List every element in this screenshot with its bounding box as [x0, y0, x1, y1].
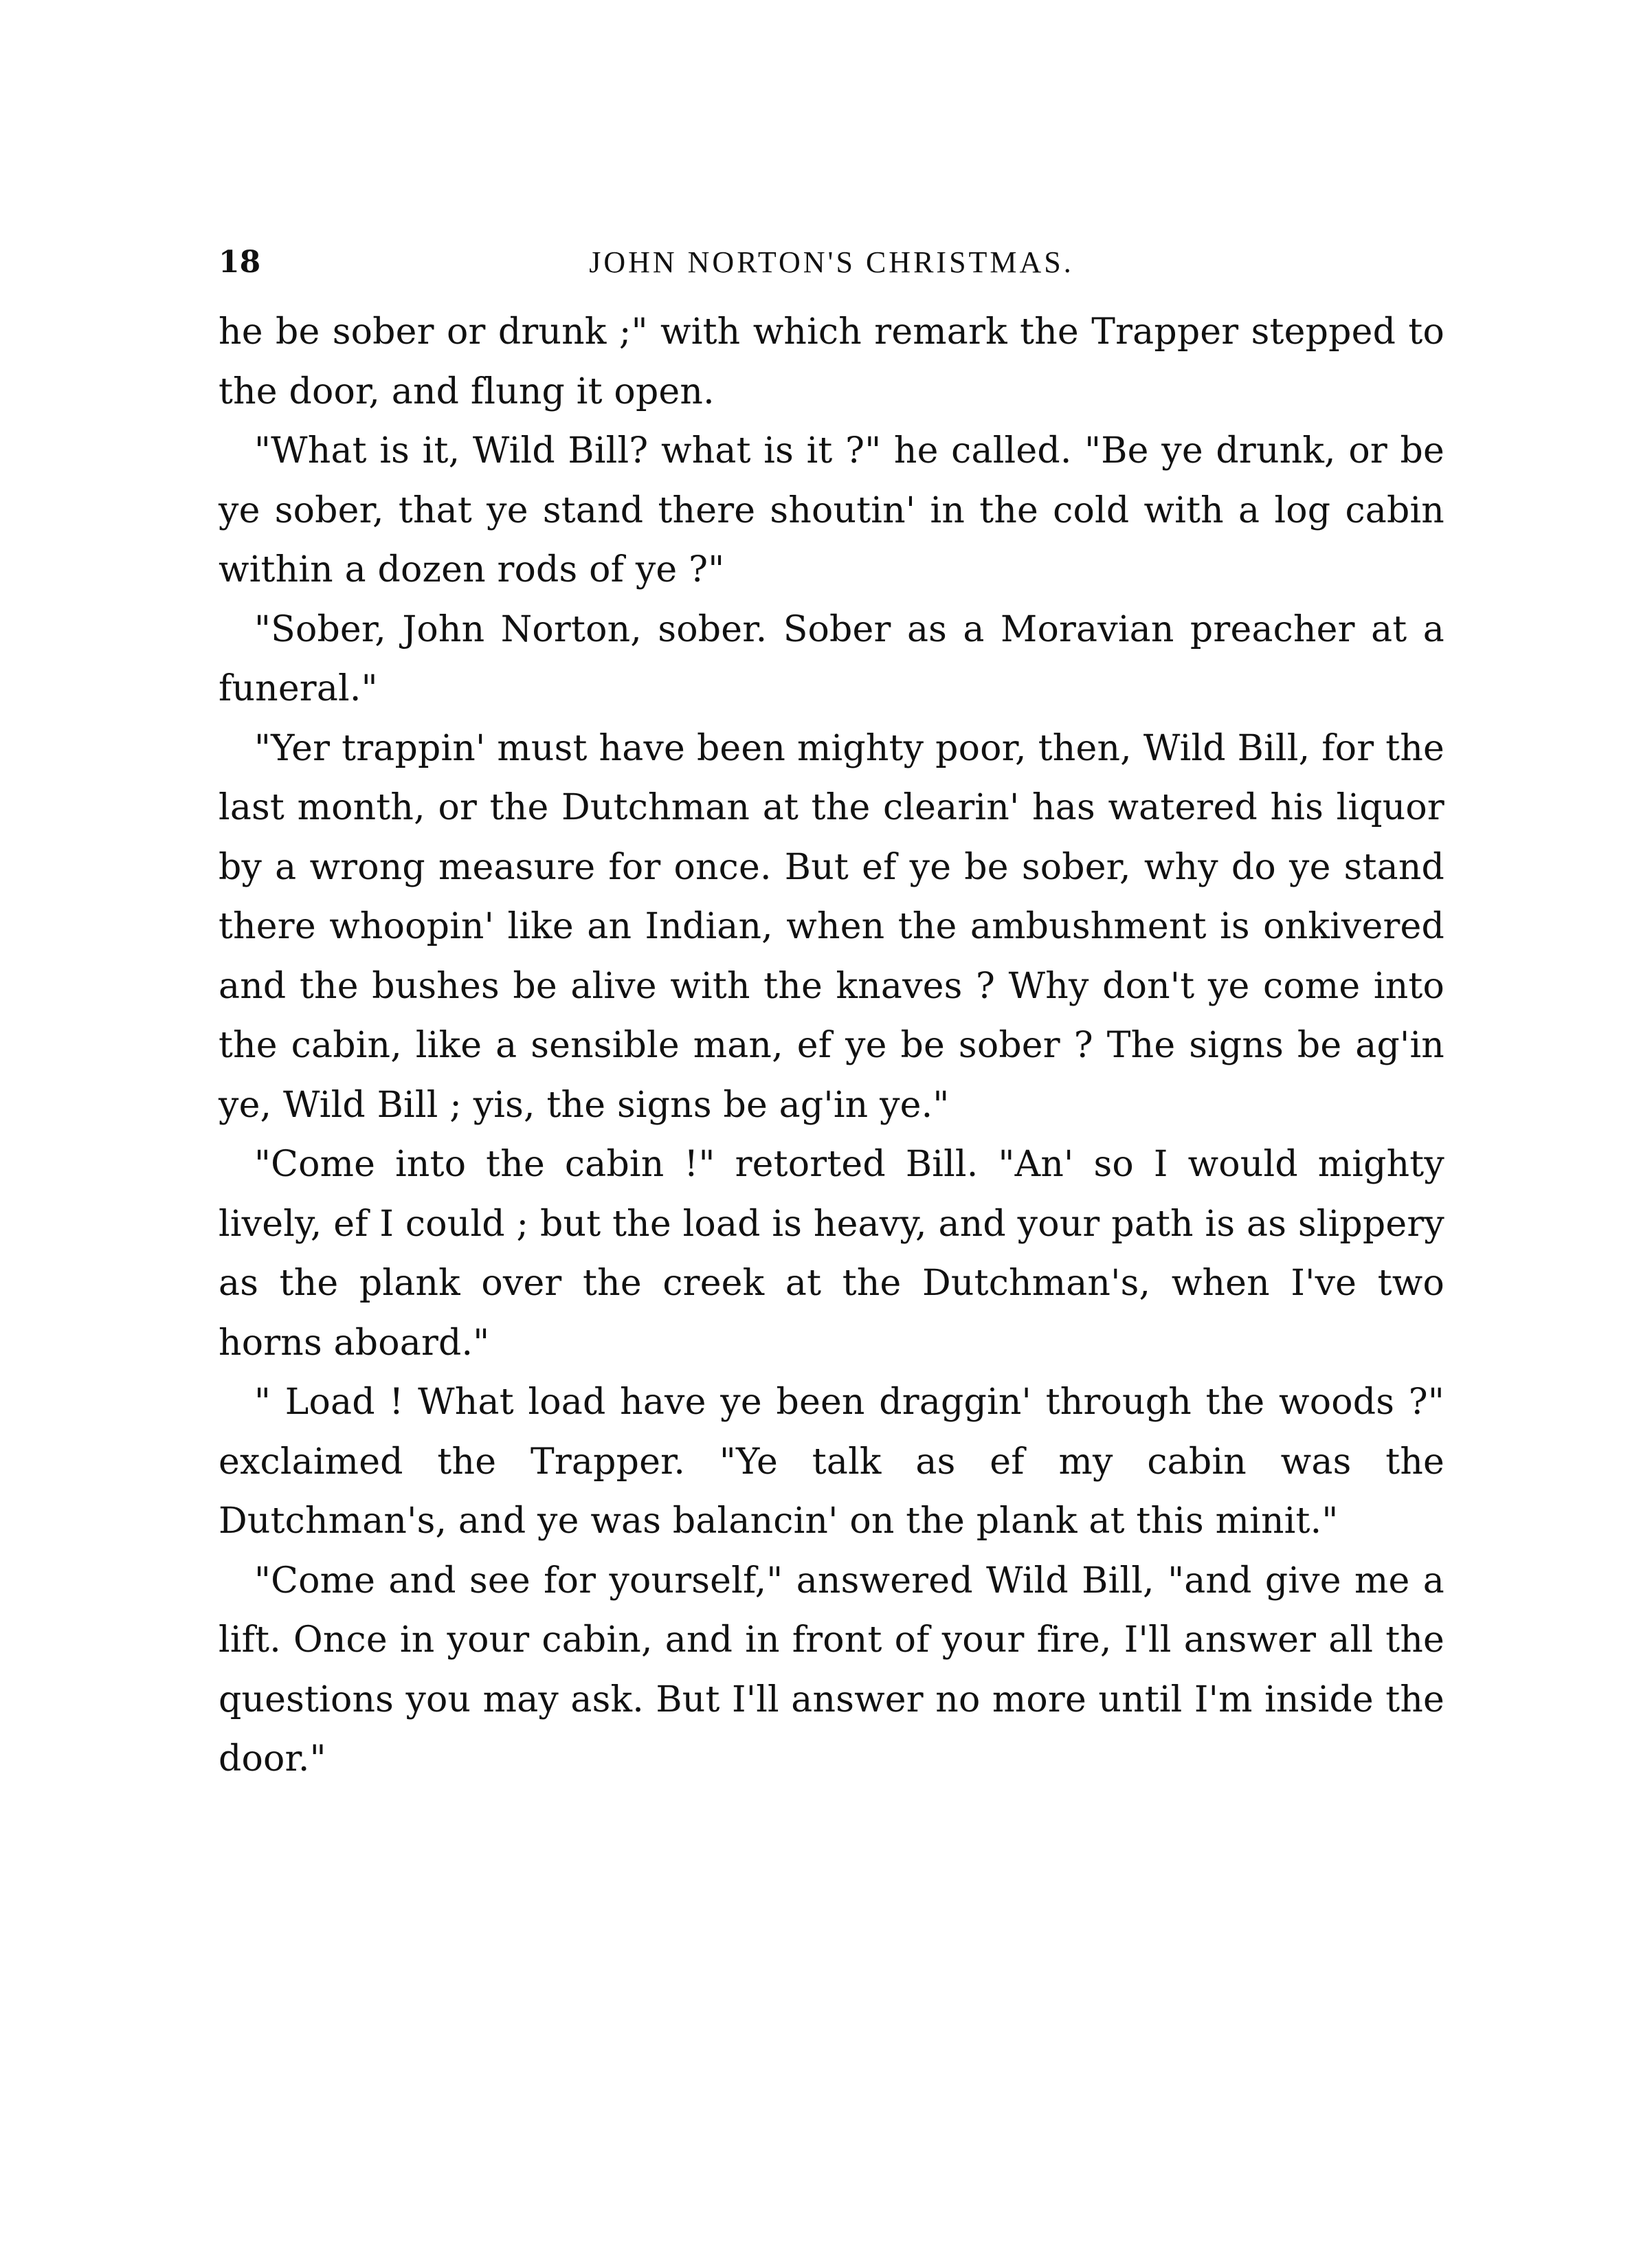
- running-title: JOHN NORTON'S CHRISTMAS.: [589, 245, 1074, 279]
- paragraph-continuation: he be sober or drunk ;" with which remark the Trapper stepped to the door, and flung it open.: [219, 311, 1444, 412]
- page-number: 18: [219, 245, 261, 280]
- body-text: [219, 302, 1444, 1789]
- paragraph: "Yer trappin' must have been mighty poor, then, Wild Bill, for the last month, or the Dutchman at the clearin' has watered his liquor by a wrong measure for once. But ef ye be sober, why do ye stand there whoopin' like an Indian, when the ambushment is onkivered and the bushes be alive with the knaves ? Why don't ye come into the cabin, like a sensible man, ef ye be sober ? The signs be ag'in ye, Wild Bill ; yis, the signs be ag'in ye.": [219, 727, 1444, 1126]
- paragraph: "Come into the cabin !" retorted Bill. "An' so I would mighty lively, ef I could ; but the load is heavy, and your path is as slippery as the plank over the creek at the Dutchman's, when I've two horns aboard.": [219, 1144, 1444, 1364]
- paragraph: "Come and see for yourself," answered Wild Bill, "and give me a lift. Once in your cabin, and in front of your fire, I'll answer all the questions you may ask. But I'll answer no more until I'm inside the door.": [219, 1560, 1444, 1780]
- running-head: [219, 242, 1444, 283]
- paragraph: " Load ! What load have ye been draggin' through the woods ?" exclaimed the Trapper. "Ye talk as ef my cabin was the Dutchman's, and ye was balancin' on the plank at this minit.": [219, 1382, 1444, 1542]
- paragraph: "Sober, John Norton, sober. Sober as a Moravian preacher at a funeral.": [219, 608, 1444, 709]
- paragraph: "What is it, Wild Bill? what is it ?" he called. "Be ye drunk, or be ye sober, that ye stand there shoutin' in the cold with a log cabin within a dozen rods of ye ?": [219, 430, 1444, 590]
